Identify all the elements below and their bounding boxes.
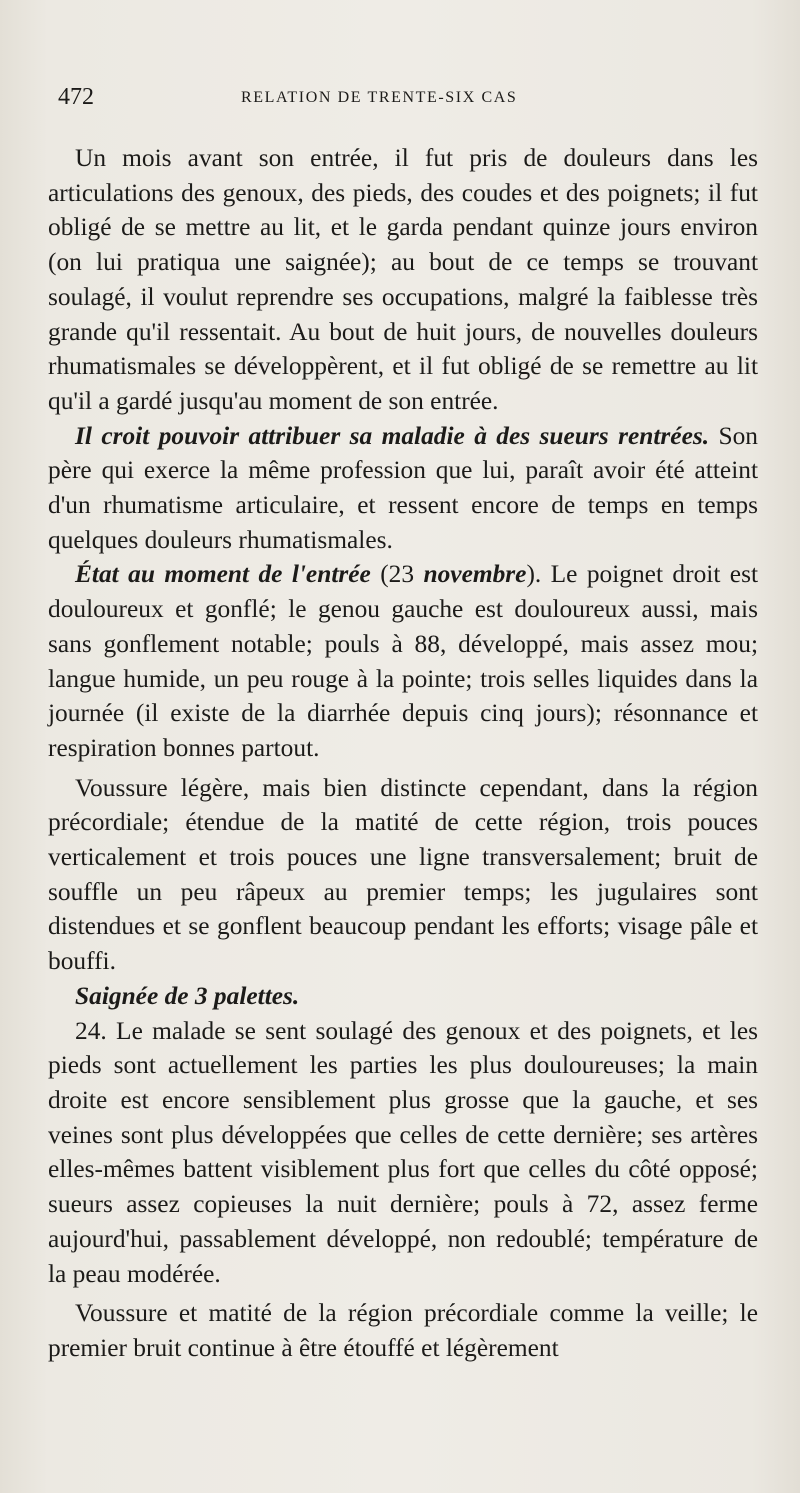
- paragraph-bleeding: [48, 979, 758, 1014]
- paragraph-onset: Un mois avant son entrée, il fut pris de douleurs dans les articulations des genoux, des pieds, des coudes et des poignets; il fut obligé de se mettre au lit, et le garda pendant quinze jours environ (on lui pratiqua une saignée); au bout de ce temps se trouvant soulagé, il voulut reprendre ses occupations, malgré la faiblesse très grande qu'il ressentait. Au bout de huit jours, de nouvelles douleurs rhumatismales se développèrent, et il fut obligé de se remettre au lit qu'il a gardé jusqu'au moment de son entrée.: [48, 144, 758, 415]
- paragraph-voussure: Voussure et matité de la région précordiale comme la veille; le premier bruit continue à être étouffé et légèrement: [48, 1299, 758, 1362]
- italic-bleeding: Saignée de 3 palettes.: [75, 981, 300, 1010]
- italic-cause: Il croit pouvoir attribuer sa maladie à des sueurs rentrées.: [75, 421, 710, 450]
- paragraph-precordial: Voussure légère, mais bien distincte cependant, dans la région précordiale; étendue de la matité de cette région, trois pouces verticalement et trois pouces une ligne transversalement; bruit de souffle un peu râpeux au premier temps; les jugulaires sont distendues et se gonflent beaucoup pendant les efforts; visage pâle et bouffi.: [48, 773, 758, 976]
- running-title: RELATION DE TRENTE-SIX CAS: [241, 89, 518, 106]
- paragraph-day-24: 24. Le malade se sent soulagé des genoux et des poignets, et les pieds sont actuellement les parties les plus douloureuses; la main droite est encore sensiblement plus grosse que la gauche, et ses veines sont plus développées que celles de cette dernière; ses artères elles-mêmes battent visiblement plus fort que celles du côté opposé; sueurs assez copieuses la nuit dernière; pouls à 72, assez ferme aujourd'hui, passablement développé, non redoublé; température de la peau modérée.: [48, 1016, 758, 1288]
- paragraph-cause-text: Son père qui exerce la même profession que lui, paraît avoir été atteint d'un rhumatisme articulaire, et ressent encore de temps en temps quelques douleurs rhumatismales.: [48, 421, 758, 554]
- page-header: [58, 84, 758, 118]
- paragraph-admission-text: ). Le poignet droit est douloureux et gonflé; le genou gauche est douloureux aussi, mais sans gonflement notable; pouls à 88, développé, mais assez mou; langue humide, un peu rouge à la pointe; trois selles liquides dans la journée (il existe de la diarrhée depuis cinq jours); résonnance et respiration bonnes partout.: [48, 560, 758, 762]
- body-text: [48, 141, 758, 1366]
- paragraph-admission-state: [48, 557, 758, 765]
- paragraph-cause: [48, 419, 758, 558]
- italic-admission-heading: État au moment de l'entrée: [75, 560, 371, 589]
- page-number: 472: [58, 84, 94, 110]
- italic-admission-month: novembre: [423, 560, 527, 589]
- admission-date-open: (23: [370, 560, 424, 589]
